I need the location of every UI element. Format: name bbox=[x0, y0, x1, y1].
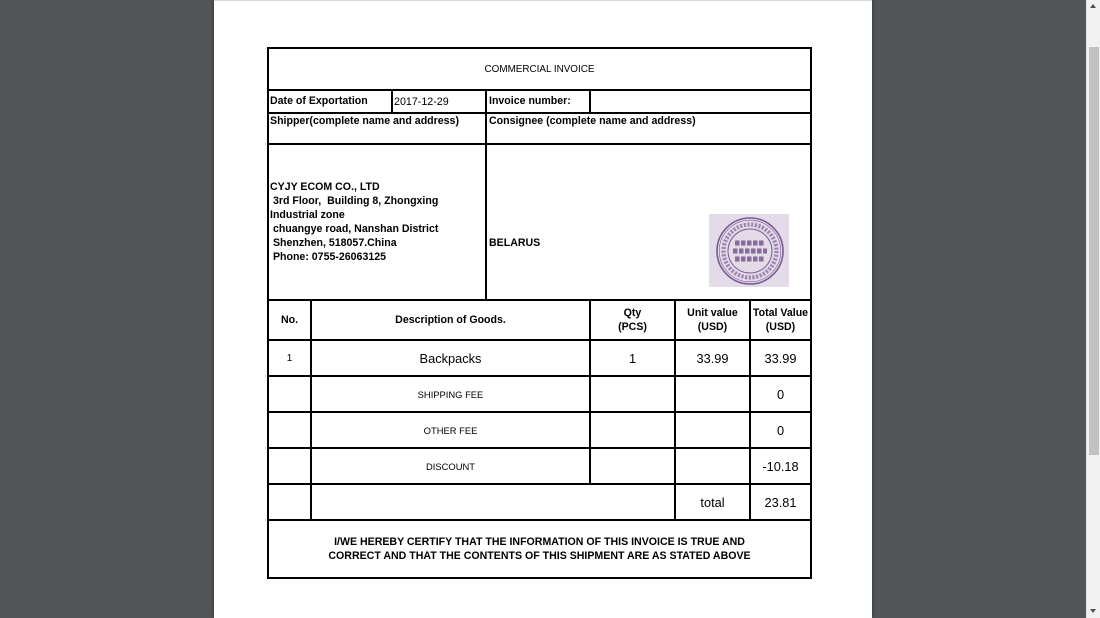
triangle-down-icon bbox=[1090, 609, 1096, 613]
table-rule bbox=[485, 90, 487, 300]
item-description: DISCOUNT bbox=[426, 460, 475, 472]
date-of-exportation-value: 2017-12-29 bbox=[394, 95, 449, 108]
pdf-page bbox=[214, 0, 872, 618]
invoice-title: COMMERCIAL INVOICE bbox=[484, 63, 595, 75]
table-rule bbox=[268, 375, 811, 377]
column-header-qty-unit: (PCS) bbox=[618, 321, 647, 333]
shipper-address-line: CYJY ECOM CO., LTD bbox=[270, 181, 380, 193]
item-qty: 1 bbox=[628, 350, 637, 366]
table-rule bbox=[268, 411, 811, 413]
table-rule bbox=[268, 89, 811, 91]
column-header-total-value-line: Total Value bbox=[752, 307, 809, 319]
table-rule bbox=[589, 90, 591, 113]
scroll-up-button[interactable] bbox=[1087, 0, 1100, 14]
item-unit-value: 33.99 bbox=[696, 350, 729, 366]
shipper-address-line: Industrial zone bbox=[270, 209, 345, 221]
shipper-address-line: Shenzhen, 518057.China bbox=[270, 237, 397, 249]
vertical-scrollbar[interactable] bbox=[1086, 0, 1100, 618]
column-header-unit-value-line: Unit value bbox=[687, 307, 738, 319]
table-rule bbox=[310, 300, 312, 520]
table-rule bbox=[749, 300, 751, 520]
item-total-value: 0 bbox=[776, 386, 785, 402]
table-outer-border bbox=[267, 47, 812, 579]
scroll-down-button[interactable] bbox=[1087, 604, 1100, 618]
table-rule bbox=[391, 90, 393, 113]
table-rule bbox=[268, 299, 811, 301]
certification-line: CORRECT AND THAT THE CONTENTS OF THIS SHIPMENT ARE AS STATED ABOVE bbox=[328, 550, 751, 562]
total-value: 23.81 bbox=[764, 494, 797, 510]
item-description: OTHER FEE bbox=[423, 424, 478, 436]
certification-line: I/WE HEREBY CERTIFY THAT THE INFORMATION OF THIS INVOICE IS TRUE AND bbox=[334, 536, 745, 548]
item-description: Backpacks bbox=[419, 350, 482, 366]
column-header-qty-line: Qty bbox=[623, 307, 642, 319]
consignee-country: BELARUS bbox=[489, 237, 541, 249]
column-header-description: Description of Goods. bbox=[395, 313, 506, 326]
table-rule bbox=[268, 519, 811, 521]
item-description: SHIPPING FEE bbox=[417, 388, 484, 400]
table-rule bbox=[268, 483, 811, 485]
shipper-address-line: chuangye road, Nanshan District bbox=[270, 223, 439, 235]
item-total-value: 0 bbox=[776, 422, 785, 438]
table-rule bbox=[268, 112, 811, 114]
consignee-label: Consignee (complete name and address) bbox=[489, 115, 696, 127]
item-total-value: -10.18 bbox=[762, 458, 799, 474]
shipper-label: Shipper(complete name and address) bbox=[270, 115, 459, 127]
table-rule bbox=[268, 339, 811, 341]
shipper-address-line: 3rd Floor, Building 8, Zhongxing bbox=[270, 195, 439, 207]
item-no: 1 bbox=[286, 352, 293, 364]
column-header-no: No. bbox=[280, 313, 299, 326]
commercial-invoice-table bbox=[267, 47, 812, 579]
invoice-number-label: Invoice number: bbox=[489, 95, 571, 107]
date-of-exportation-label: Date of Exportation bbox=[270, 95, 368, 107]
triangle-up-icon bbox=[1090, 4, 1096, 8]
table-rule bbox=[589, 300, 591, 484]
total-label: total bbox=[700, 494, 725, 510]
column-header-unit-value-currency: (USD) bbox=[697, 321, 728, 333]
column-header-total-value-currency: (USD) bbox=[765, 321, 796, 333]
table-rule bbox=[268, 143, 811, 145]
table-rule bbox=[268, 447, 811, 449]
scrollbar-thumb[interactable] bbox=[1089, 47, 1099, 455]
table-rule bbox=[674, 300, 676, 520]
item-total-value: 33.99 bbox=[764, 350, 797, 366]
shipper-address-line: Phone: 0755-26063125 bbox=[270, 251, 387, 263]
